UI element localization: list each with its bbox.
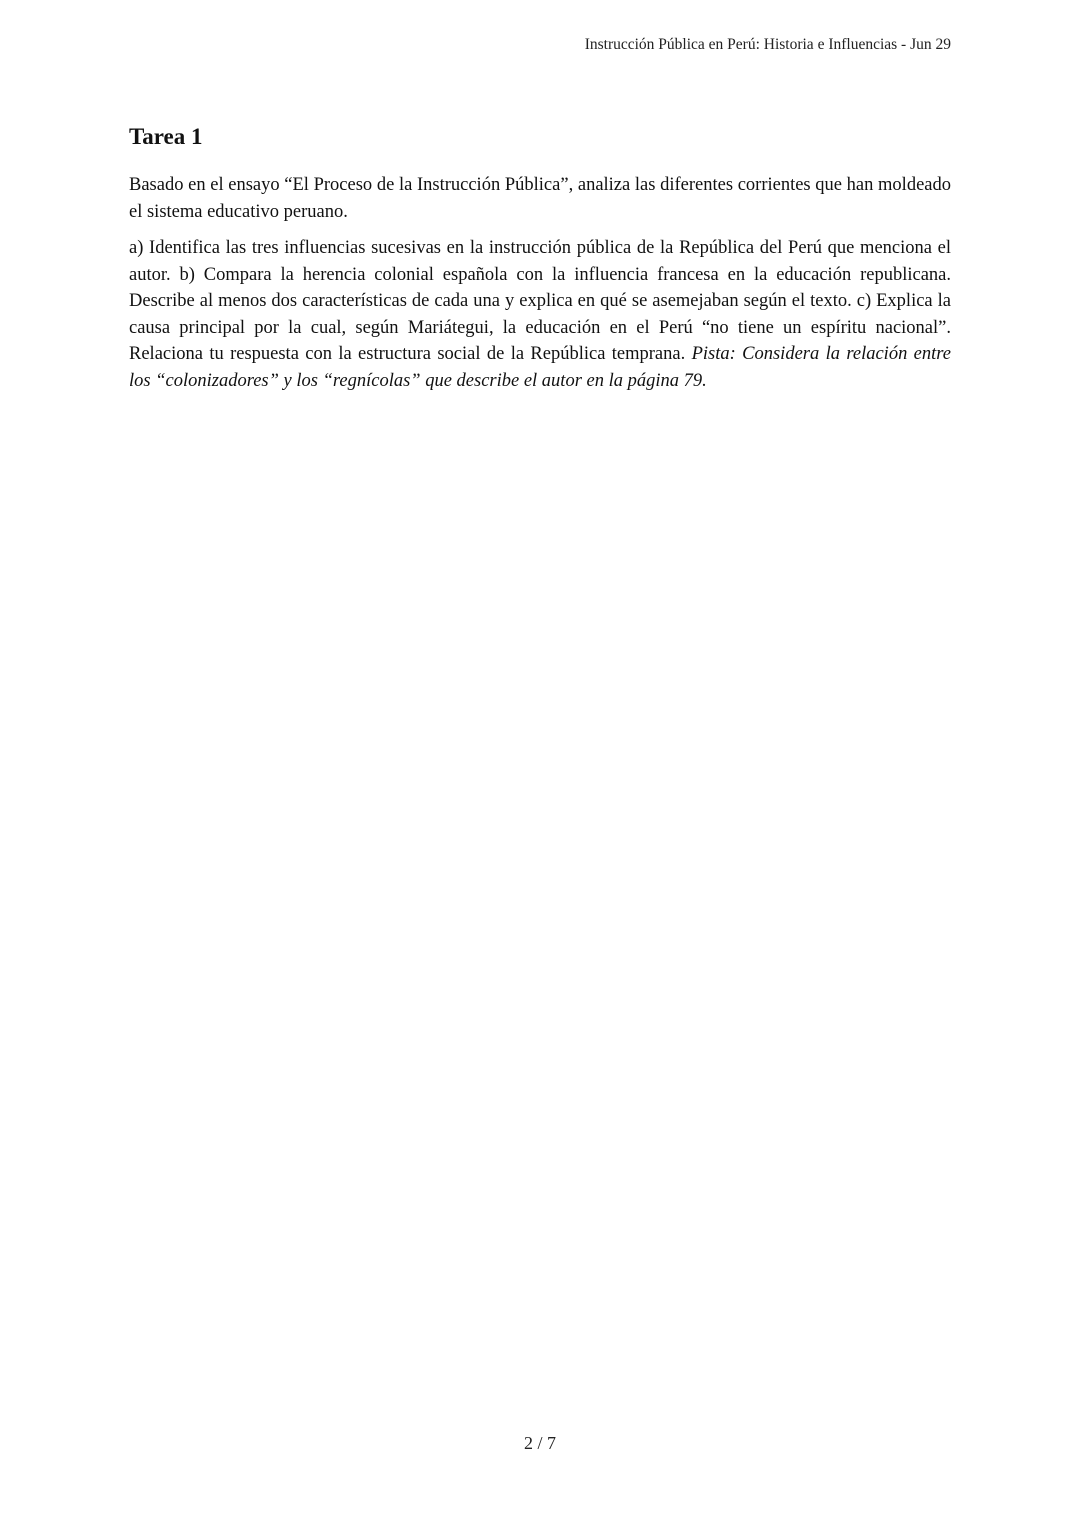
running-header: Instrucción Pública en Perú: Historia e Influencias - Jun 29 bbox=[584, 36, 951, 53]
page-number: 2 / 7 bbox=[523, 1433, 556, 1453]
document-body bbox=[129, 122, 951, 404]
task-intro: Basado en el ensayo “El Proceso de la Instrucción Pública”, analiza las diferentes corrientes que han moldeado el sistema educativo peruano. bbox=[129, 175, 951, 222]
task-questions bbox=[129, 235, 951, 394]
hint-text: Pista: Considera la relación entre los “colonizadores” y los “regnícolas” que describe el autor en la página 79. bbox=[129, 344, 951, 391]
questions-text: a) Identifica las tres influencias sucesivas en la instrucción pública de la República del Perú que menciona el autor. b) Compara la herencia colonial española con la influencia francesa en la educación republicana. Describe al menos dos características de cada una y explica en qué se asemejaban según el texto. c) Explica la causa principal por la cual, según Mariátegui, la educación en el Perú “no tiene un espíritu nacional”. Relaciona tu respuesta con la estructura social de la República temprana. bbox=[129, 238, 951, 364]
task-title: Tarea 1 bbox=[129, 124, 203, 149]
